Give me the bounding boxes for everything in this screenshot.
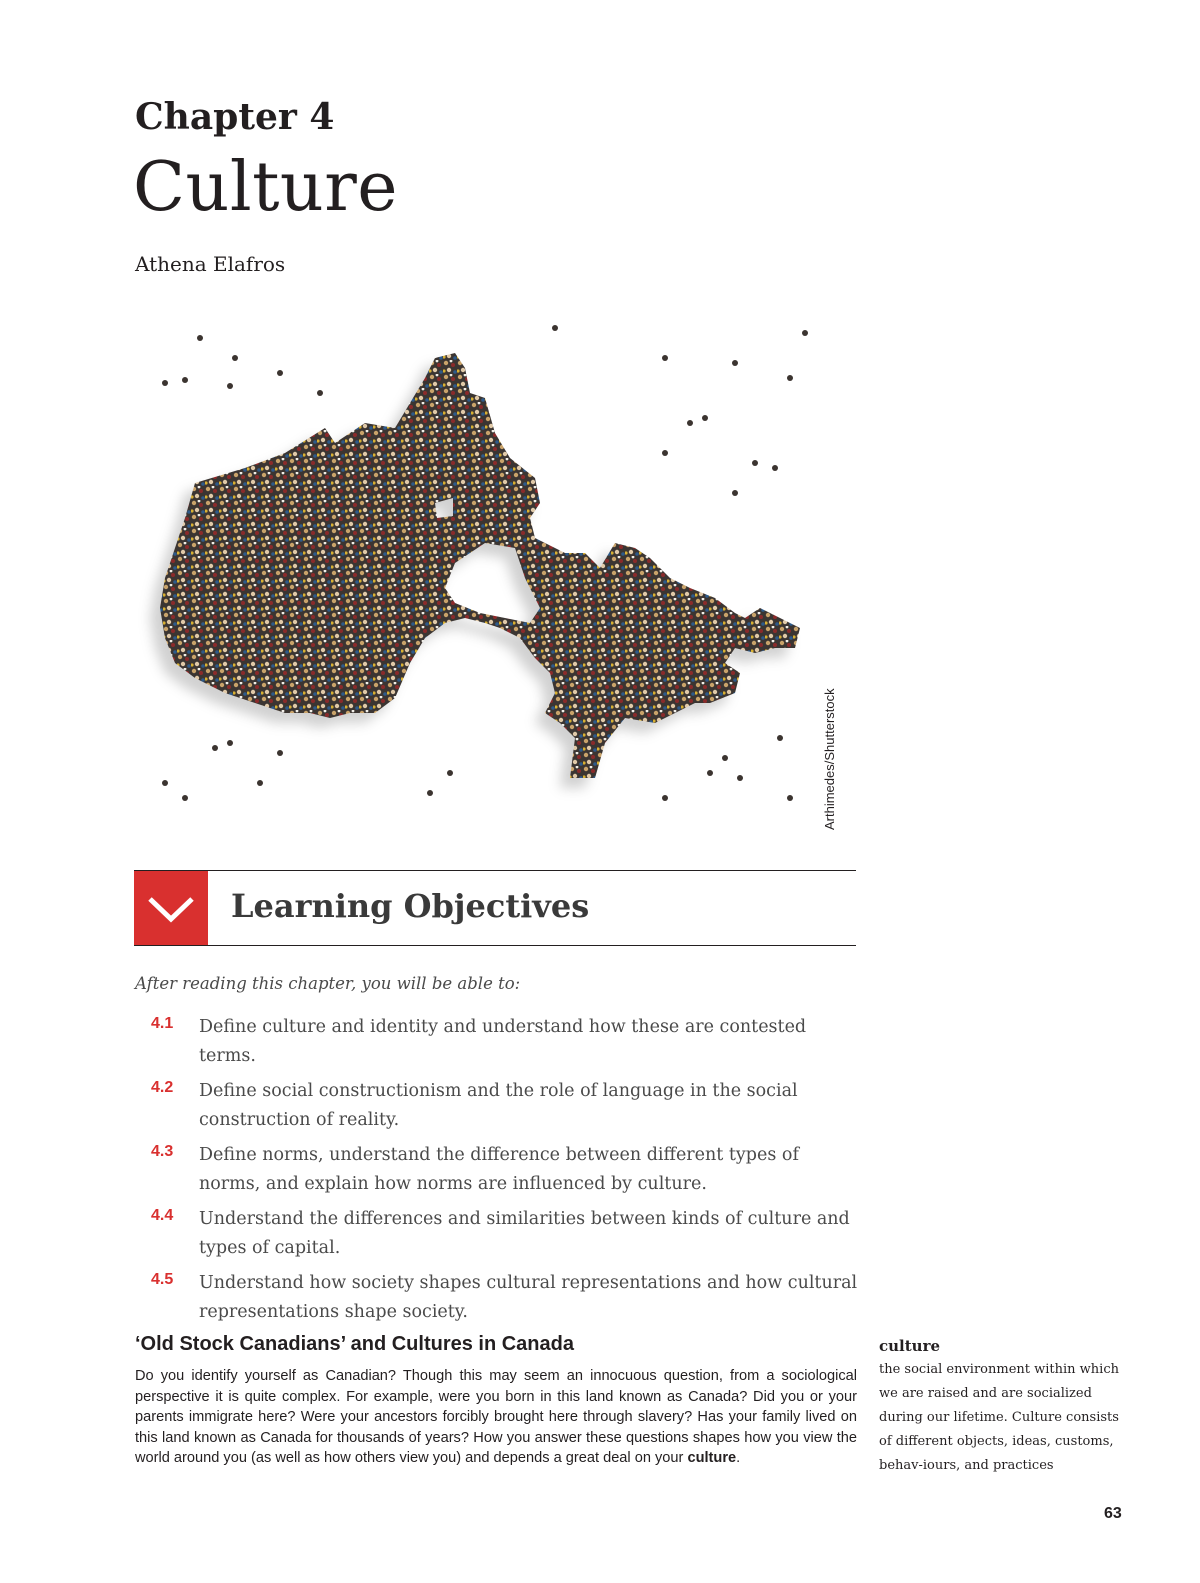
objective-item: [135, 1077, 865, 1135]
section-heading: ‘Old Stock Canadians’ and Cultures in Canada: [135, 1333, 574, 1355]
chevron-down-icon: [146, 893, 196, 923]
image-credit: Arthimedes/Shutterstock: [822, 688, 837, 830]
body-text-end: .: [736, 1450, 741, 1467]
learning-objectives-list: [135, 1013, 865, 1333]
objectives-badge: [134, 871, 208, 945]
page-number: 63: [1104, 1505, 1122, 1522]
margin-glossary-term: culture: [879, 1337, 941, 1355]
objective-text: Define social constructionism and the role of language in the social construction of reality.: [199, 1081, 798, 1130]
objective-number: 4.3: [151, 1143, 174, 1160]
objective-number: 4.4: [151, 1207, 174, 1224]
author-name: Athena Elafros: [135, 252, 286, 276]
body-text-main: Do you identify yourself as Canadian? Though this may seem an innocuous question, from a sociological perspective it is quite complex. For example, were you born in this land known as Canada? Did you or your parents immigrate here? Were your ancestors forcibly brought here through slavery? Has your family lived on this land known as Canada for thousands of years? How you answer these questions shapes how you view the world around you (as well as how others view you) and depends a great deal on your: [135, 1368, 857, 1467]
objective-number: 4.1: [151, 1015, 174, 1032]
learning-objectives-intro: After reading this chapter, you will be able to:: [135, 974, 521, 993]
objective-item: [135, 1141, 865, 1199]
objective-text: Understand how society shapes cultural representations and how cultural representations shape society.: [199, 1273, 858, 1322]
key-term-culture: culture: [687, 1450, 737, 1467]
crowd-map-of-canada-image: [135, 318, 815, 838]
objective-text: Define norms, understand the difference between different types of norms, and explain how norms are influenced by culture.: [199, 1145, 799, 1194]
chapter-label: Chapter 4: [135, 96, 335, 138]
objective-item: [135, 1205, 865, 1263]
objective-text: Define culture and identity and understand how these are contested terms.: [199, 1017, 807, 1066]
margin-glossary-definition: the social environment within which we are raised and are socialized during our lifetime. Culture consists of different objects, ideas, customs, behav-iours, and practices: [879, 1362, 1119, 1473]
objective-item: [135, 1013, 865, 1071]
objective-number: 4.2: [151, 1079, 174, 1096]
learning-objectives-heading: Learning Objectives: [231, 887, 590, 925]
objective-text: Understand the differences and similarities between kinds of culture and types of capital.: [199, 1209, 850, 1258]
canada-map-illustration: [135, 318, 815, 838]
body-paragraph: [135, 1366, 857, 1469]
chapter-title: Culture: [133, 148, 398, 227]
learning-objectives-banner: [134, 870, 856, 946]
objective-number: 4.5: [151, 1271, 174, 1288]
objective-item: [135, 1269, 865, 1327]
